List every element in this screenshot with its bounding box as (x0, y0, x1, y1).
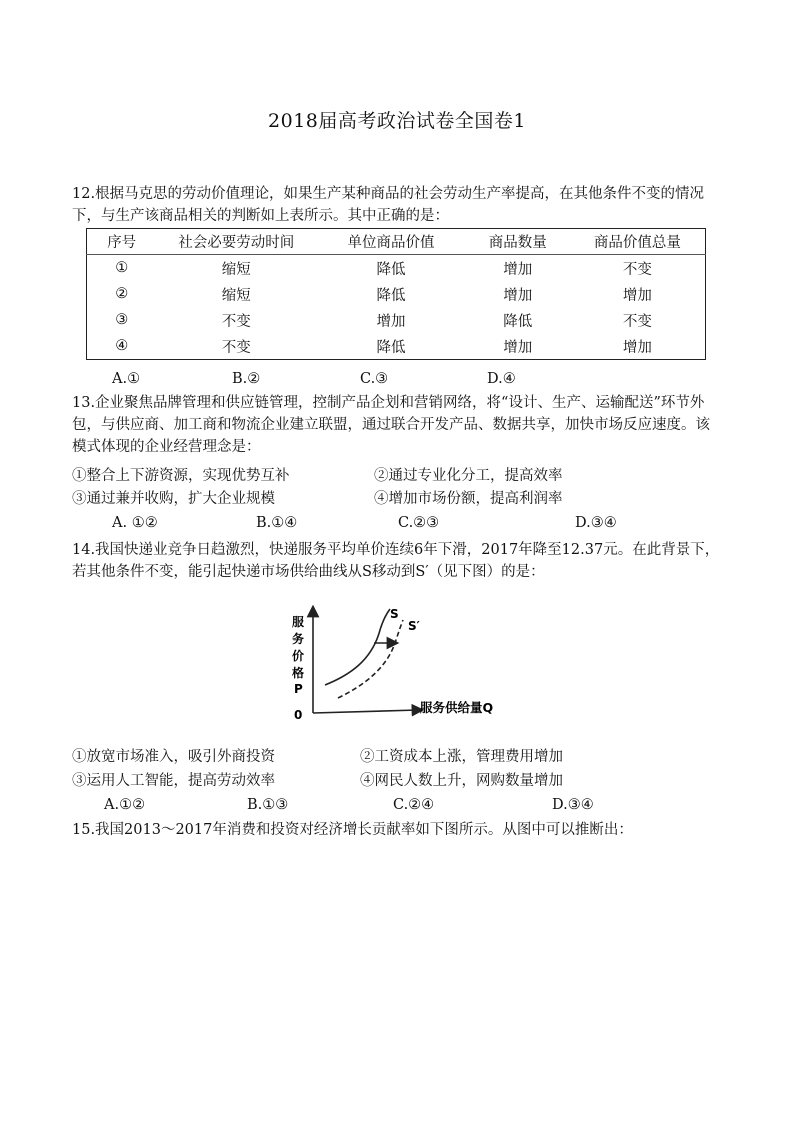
table-cell: 降低 (376, 339, 406, 356)
question-13-choices-row-1 (72, 465, 724, 487)
option-d[interactable]: D.③④ (552, 797, 594, 813)
table-row (87, 307, 706, 333)
table-row (87, 281, 706, 307)
table-row (87, 255, 706, 282)
table-cell: 不变 (622, 313, 652, 330)
question-14-choices-row-2 (72, 770, 724, 792)
option-b[interactable]: B.①④ (256, 515, 298, 531)
y-axis-label-char: 格 (292, 666, 305, 680)
table-cell: 增加 (503, 261, 533, 278)
table-cell: ③ (115, 312, 129, 328)
option-a[interactable]: A.① (112, 371, 141, 387)
table-cell: ④ (115, 338, 129, 354)
choice-item: ④网民人数上升，网购数量增加 (360, 773, 563, 789)
choice-item: ①整合上下游资源，实现优势互补 (72, 468, 290, 484)
origin-label: 0 (294, 708, 303, 722)
curve-s-label: S (390, 607, 399, 621)
curve-s (325, 609, 390, 685)
y-axis-label-char: 务 (292, 632, 305, 646)
question-13-options (0, 513, 794, 533)
table-cell: ① (115, 260, 129, 276)
table-cell: 增加 (503, 287, 533, 304)
curve-s-prime (338, 620, 403, 698)
question-12-options (0, 369, 794, 389)
choice-item: ②工资成本上涨，管理费用增加 (360, 749, 563, 765)
y-axis-label-char: 服 (292, 615, 305, 629)
table-cell: 降低 (503, 313, 533, 330)
question-12-table (86, 228, 706, 360)
choice-item: ④增加市场份额，提高利润率 (374, 491, 563, 507)
question-12-text: 12.根据马克思的劳动价值理论，如果生产某种商品的社会劳动生产率提高，在其他条件不变的情况下，与生产该商品相关的判断如上表所示。其中正确的是： (72, 186, 705, 224)
question-13-choices-row-2 (72, 488, 724, 510)
option-d[interactable]: D.④ (487, 371, 516, 387)
option-a[interactable]: A. ①② (112, 515, 158, 531)
option-b[interactable]: B.② (232, 371, 261, 387)
table-header-cell: 商品数量 (466, 229, 570, 255)
table-header-cell: 序号 (87, 229, 157, 255)
question-14-choices-row-1 (72, 746, 724, 768)
choice-item: ①放宽市场准入，吸引外商投资 (72, 749, 275, 765)
table-cell: 不变 (221, 313, 251, 330)
table-header-cell: 单位商品价值 (316, 229, 466, 255)
choice-item: ②通过专业化分工，提高效率 (374, 468, 563, 484)
question-14-options (0, 795, 794, 815)
option-b[interactable]: B.①③ (247, 797, 289, 813)
table-cell: 降低 (376, 287, 406, 304)
table-row (87, 333, 706, 360)
option-c[interactable]: C.②④ (393, 797, 435, 813)
supply-curve-diagram (280, 605, 520, 725)
question-14-text: 14.我国快递业竞争日趋激烈，快递服务平均单价连续6年下滑，2017年降至12.37元。在此背景下，若其他条件不变，能引起快递市场供给曲线从S移动到S′（见下图）的是： (72, 542, 720, 580)
table-cell: 增加 (622, 339, 652, 356)
table-header-cell: 商品价值总量 (570, 229, 706, 255)
table-header-row (87, 229, 706, 255)
table-cell: 增加 (503, 339, 533, 356)
table-header-cell: 社会必要劳动时间 (156, 229, 316, 255)
option-c[interactable]: C.③ (360, 371, 389, 387)
option-d[interactable]: D.③④ (575, 515, 617, 531)
page-title: 2018届高考政治试卷全国卷1 (268, 110, 526, 132)
choice-item: ③通过兼并收购，扩大企业规模 (72, 491, 275, 507)
option-c[interactable]: C.②③ (398, 515, 440, 531)
supply-curve-figure (280, 605, 520, 725)
x-axis-label: 服务供给量Q (420, 700, 494, 715)
question-15-text: 15.我国2013～2017年消费和投资对经济增长贡献率如下图所示。从图中可以推断出： (72, 822, 633, 838)
option-a[interactable]: A.①② (104, 797, 146, 813)
table-cell: 缩短 (221, 261, 251, 278)
table-cell: 增加 (376, 313, 406, 330)
table-cell: 增加 (622, 287, 652, 304)
table-cell: 不变 (622, 261, 652, 278)
y-axis-label-char: P (294, 682, 303, 696)
choice-item: ③运用人工智能，提高劳动效率 (72, 773, 275, 789)
curve-s-prime-label: S′ (408, 619, 420, 633)
table-cell: 缩短 (221, 287, 251, 304)
table-cell: 降低 (376, 261, 406, 278)
table-cell: 不变 (221, 339, 251, 356)
table-cell: ② (115, 286, 129, 302)
question-13-text: 13.企业聚焦品牌管理和供应链管理，控制产品企划和营销网络，将“设计、生产、运输配送”环节外包，与供应商、加工商和物流企业建立联盟，通过联合开发产品、数据共享，加快市场反应速度。该模式体现的企业经营理念是： (72, 395, 710, 455)
x-axis (313, 710, 418, 713)
y-axis-label-char: 价 (292, 649, 305, 663)
